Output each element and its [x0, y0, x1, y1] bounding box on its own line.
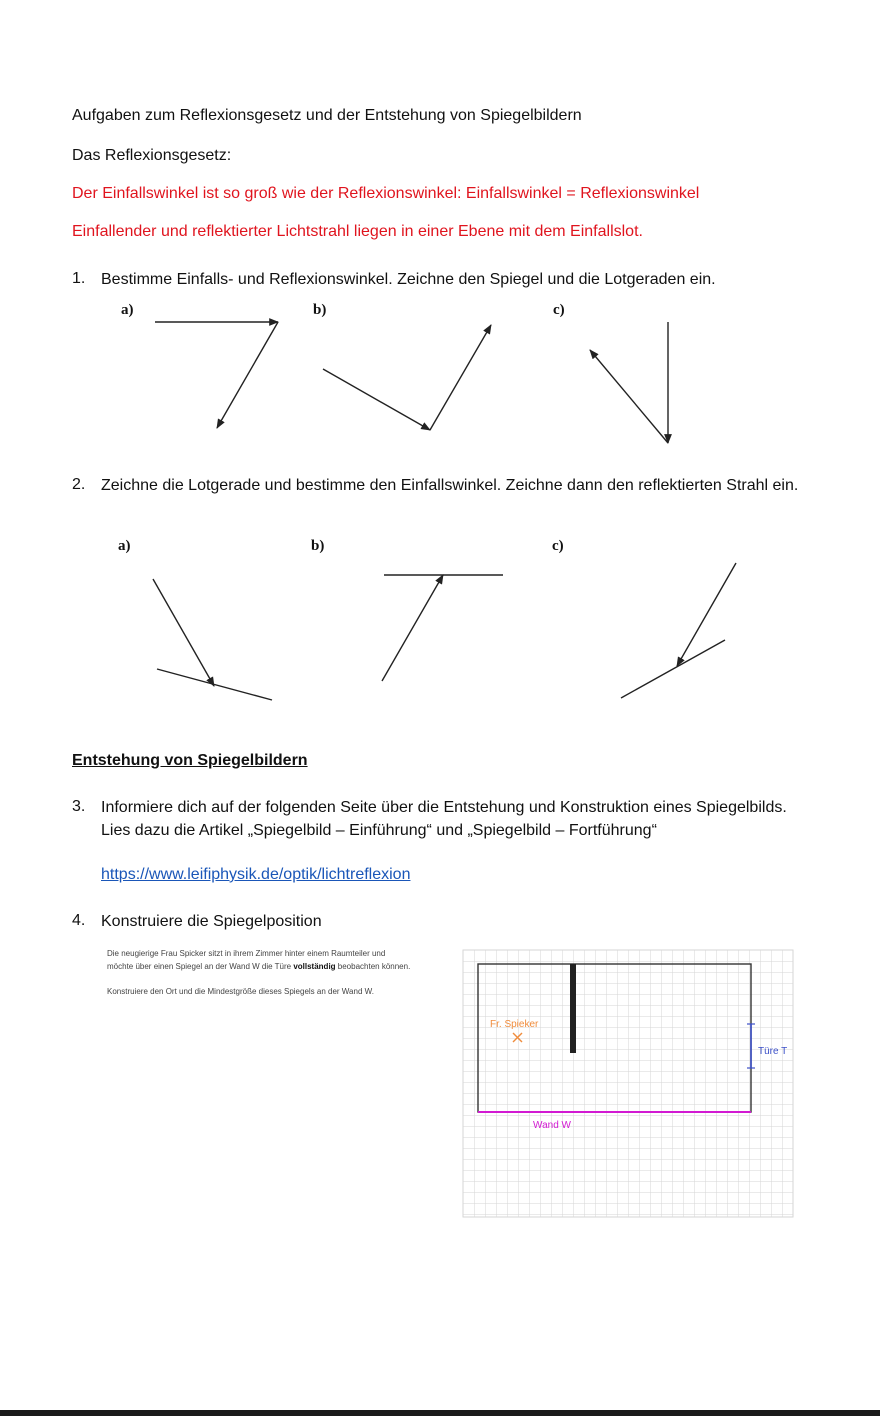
- task-4-number: 4.: [72, 912, 86, 929]
- task-1-label-a: a): [121, 302, 134, 318]
- ray-incident: [323, 369, 430, 430]
- leifiphysik-link[interactable]: https://www.leifiphysik.de/optik/lichtreflexion: [101, 866, 411, 883]
- task-1-label-b: b): [313, 302, 327, 318]
- task-1-figure-c: [590, 322, 668, 443]
- law-line-2: Einfallender und reflektierter Lichtstrahl liegen in einer Ebene mit dem Einfallslot.: [72, 223, 643, 240]
- grid-background: [463, 950, 793, 1217]
- task-1-label-c: c): [553, 302, 565, 318]
- task-3-line-1: Informiere dich auf der folgenden Seite über die Entstehung und Konstruktion eines Spiegelbilds.: [101, 799, 787, 816]
- wall-label: Wand W: [533, 1120, 571, 1131]
- mirror-line: [621, 640, 725, 698]
- room-plan: [463, 950, 793, 1217]
- task-1-number: 1.: [72, 270, 86, 287]
- door-label: Türe T: [758, 1046, 788, 1057]
- task-3-line-2: Lies dazu die Artikel „Spiegelbild – Einführung“ und „Spiegelbild – Fortführung“: [101, 822, 657, 839]
- desc-pre: möchte über einen Spiegel an der Wand W die Türe: [107, 962, 294, 971]
- bottom-edge-bar: [0, 1410, 880, 1416]
- mirror-line: [157, 669, 272, 700]
- task-2-label-b: b): [311, 538, 325, 554]
- task-4-desc-line-1: Die neugierige Frau Spicker sitzt in ihrem Zimmer hinter einem Raumteiler und: [107, 949, 386, 958]
- task-4-text: Konstruiere die Spiegelposition: [101, 913, 322, 930]
- task-2-figure-c: [621, 563, 736, 698]
- task-2-text: Zeichne die Lotgerade und bestimme den Einfallswinkel. Zeichne dann den reflektierten Strahl ein.: [101, 477, 799, 494]
- law-line-1: Der Einfallswinkel ist so groß wie der Reflexionswinkel: Einfallswinkel = Reflexionswinkel: [72, 185, 700, 202]
- section-heading: Entstehung von Spiegelbildern: [72, 752, 308, 769]
- ray-reflected: [430, 325, 491, 430]
- desc-bold: vollständig: [293, 962, 336, 971]
- ray-reflected: [590, 350, 668, 443]
- page-title: Aufgaben zum Reflexionsgesetz und der Entstehung von Spiegelbildern: [72, 107, 582, 124]
- task-2-label-a: a): [118, 538, 131, 554]
- task-2-number: 2.: [72, 476, 86, 493]
- task-1-text: Bestimme Einfalls- und Reflexionswinkel. Zeichne den Spiegel und die Lotgeraden ein.: [101, 271, 716, 288]
- task-2-label-c: c): [552, 538, 564, 554]
- ray-reflected: [217, 322, 278, 428]
- task-1-figure-a: [155, 322, 278, 428]
- task-2-figure-a: [153, 579, 272, 700]
- law-heading: Das Reflexionsgesetz:: [72, 147, 232, 164]
- desc-post: beobachten können.: [335, 962, 411, 971]
- task-4-desc-line-3: Konstruiere den Ort und die Mindestgröße dieses Spiegels an der Wand W.: [107, 987, 374, 996]
- ray-incident: [382, 575, 443, 681]
- task-2-figure-b: [382, 575, 503, 681]
- task-1-figure-b: [323, 325, 491, 430]
- room-divider: [570, 964, 576, 1053]
- person-label: Fr. Spieker: [490, 1019, 539, 1030]
- task-3-number: 3.: [72, 798, 86, 815]
